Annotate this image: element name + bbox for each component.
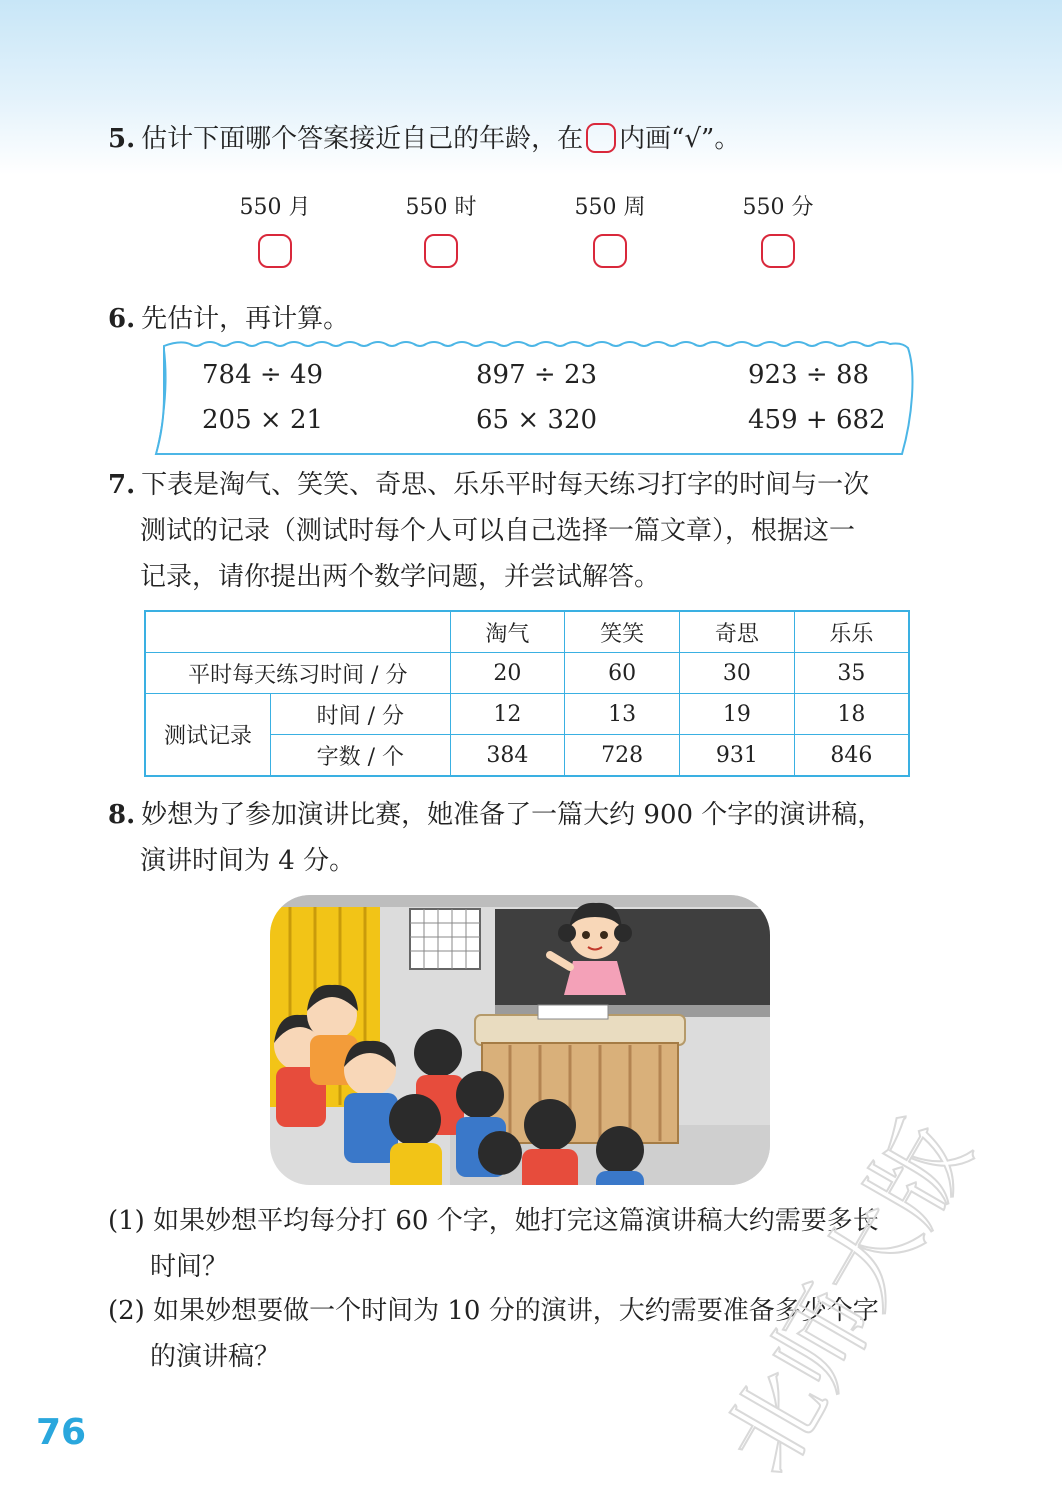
- question-line: 测试的记录（测试时每个人可以自己选择一篇文章），根据这一: [140, 516, 856, 546]
- question-text-end: 内画“√”。: [619, 124, 741, 154]
- table-cell: 384: [450, 735, 565, 777]
- table-cell: 35: [794, 653, 909, 694]
- option-label: 550 周: [574, 195, 646, 220]
- table-cell: 728: [565, 735, 680, 777]
- table-cell: 18: [794, 694, 909, 735]
- option-label: 550 分: [742, 195, 814, 220]
- table-cell: 931: [680, 735, 795, 777]
- table-cell: 19: [680, 694, 795, 735]
- row-label: 字数 / 个: [271, 735, 450, 777]
- question-line: 妙想为了参加演讲比赛，她准备了一篇大约 900 个字的演讲稿，: [141, 800, 884, 830]
- group-label: 测试记录: [145, 694, 271, 777]
- table-header-name: 乐乐: [794, 611, 909, 653]
- watermark-text: 北师大版: [702, 1102, 992, 1492]
- table-cell: 60: [565, 653, 680, 694]
- expression: 784 ÷ 49: [202, 360, 324, 390]
- sub-question-line: 时间？: [150, 1252, 229, 1282]
- table-cell: 20: [450, 653, 565, 694]
- row-label: 时间 / 分: [271, 694, 450, 735]
- option-label: 550 时: [405, 195, 477, 220]
- table-header-name: 奇思: [680, 611, 795, 653]
- expression: 205 × 21: [202, 405, 324, 435]
- sub-question-line: (1) 如果妙想平均每分打 60 个字，她打完这篇演讲稿大约需要多长: [108, 1206, 879, 1236]
- table-header-name: 淘气: [450, 611, 565, 653]
- question-number: 6.: [108, 304, 136, 334]
- question-line: 下表是淘气、笑笑、奇思、乐乐平时每天练习打字的时间与一次: [141, 470, 870, 500]
- row-label: 平时每天练习时间 / 分: [145, 653, 450, 694]
- expression: 459 + 682: [748, 405, 886, 435]
- option-label: 550 月: [239, 195, 311, 220]
- table-header-name: 笑笑: [565, 611, 680, 653]
- sub-question-line: (2) 如果妙想要做一个时间为 10 分的演讲，大约需要准备多少个字: [108, 1296, 879, 1326]
- sub-question-line: 的演讲稿？: [150, 1342, 281, 1372]
- question-number: 7.: [108, 470, 136, 500]
- expression: 65 × 320: [476, 405, 598, 435]
- question-number: 8.: [108, 800, 136, 830]
- question-number: 5.: [108, 124, 136, 154]
- expression: 923 ÷ 88: [748, 360, 870, 390]
- question-text: 估计下面哪个答案接近自己的年龄，在: [141, 124, 584, 154]
- expression: 897 ÷ 23: [476, 360, 598, 390]
- table-cell: 30: [680, 653, 795, 694]
- question-line: 记录，请你提出两个数学问题，并尝试解答。: [140, 562, 661, 592]
- table-cell: 13: [565, 694, 680, 735]
- table-cell: 12: [450, 694, 565, 735]
- question-line: 演讲时间为 4 分。: [140, 846, 356, 876]
- page-number: 76: [36, 1412, 87, 1453]
- table-cell: 846: [794, 735, 909, 777]
- question-text: 先估计，再计算。: [141, 304, 350, 334]
